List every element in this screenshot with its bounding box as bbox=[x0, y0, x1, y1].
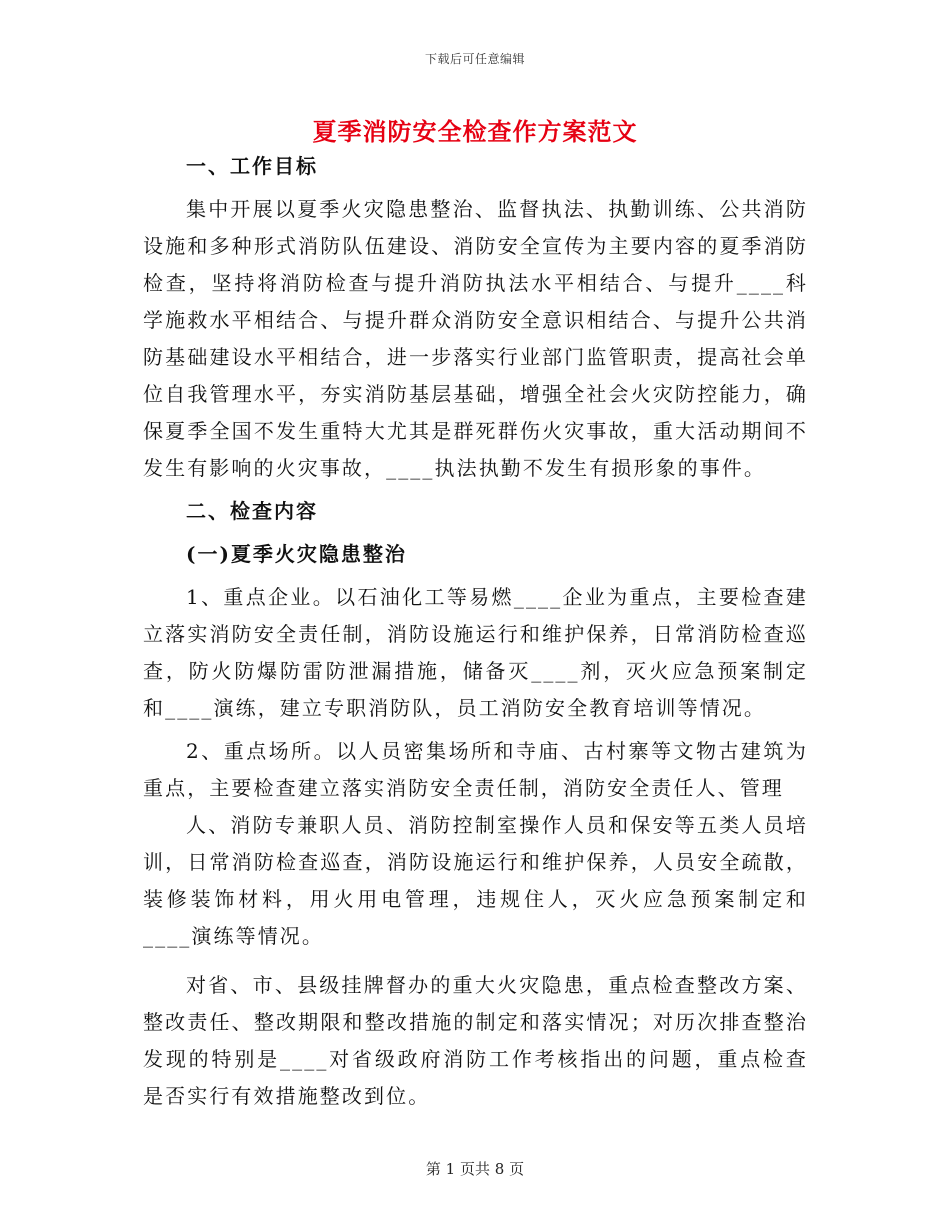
document-title: 夏季消防安全检查作方案范文 bbox=[312, 117, 638, 146]
paragraph-key-venues: 2、重点场所。以人员密集场所和寺庙、古村寨等文物古建筑为重点，主要检查建立落实消防安全责任制，消防安全责任人、管理 bbox=[143, 739, 808, 800]
section-heading-goals: 一、工作目标 bbox=[186, 154, 318, 178]
page-footer: 第 1 页共 8 页 bbox=[425, 1160, 525, 1178]
paragraph-key-enterprises: 1、重点企业。以石油化工等易燃____企业为重点，主要检查建立落实消防安全责任制，消防设施运行和维护保养，日常消防检查巡查，防火防爆防雷防泄漏措施，储备灭____剂，灭火应急预案制定和____演练，建立专职消防队，员工消防安全教育培训等情况。 bbox=[143, 585, 808, 720]
document-body bbox=[143, 148, 808, 1115]
subsection-heading-hazards: (一)夏季火灾隐患整治 bbox=[186, 542, 407, 566]
paragraph-major-hazards: 对省、市、县级挂牌督办的重大火灾隐患，重点检查整改方案、整改责任、整改期限和整改措施的制定和落实情况；对历次排查整治发现的特别是____对省级政府消防工作考核指出的问题，重点检查是否实行有效措施整改到位。 bbox=[143, 973, 808, 1108]
paragraph-key-venues-continued: 人、消防专兼职人员、消防控制室操作人员和保安等五类人员培训，日常消防检查巡查，消防设施运行和维护保养，人员安全疏散，装修装饰材料，用火用电管理，违规住人，灭火应急预案制定和____演练等情况。 bbox=[143, 813, 808, 948]
section-heading-inspection: 二、检查内容 bbox=[186, 499, 318, 523]
paragraph-goals: 集中开展以夏季火灾隐患整治、监督执法、执勤训练、公共消防设施和多种形式消防队伍建设、消防安全宣传为主要内容的夏季消防检查，坚持将消防检查与提升消防执法水平相结合、与提升____科学施救水平相结合、与提升群众消防安全意识相结合、与提升公共消防基础建设水平相结合，进一步落实行业部门监管职责，提高社会单位自我管理水平，夯实消防基层基础，增强全社会火灾防控能力，确保夏季全国不发生重特大尤其是群死群伤火灾事故，重大活动期间不发生有影响的火灾事故，____执法执勤不发生有损形象的事件。 bbox=[143, 197, 808, 480]
header-note: 下载后可任意编辑 bbox=[424, 52, 525, 66]
